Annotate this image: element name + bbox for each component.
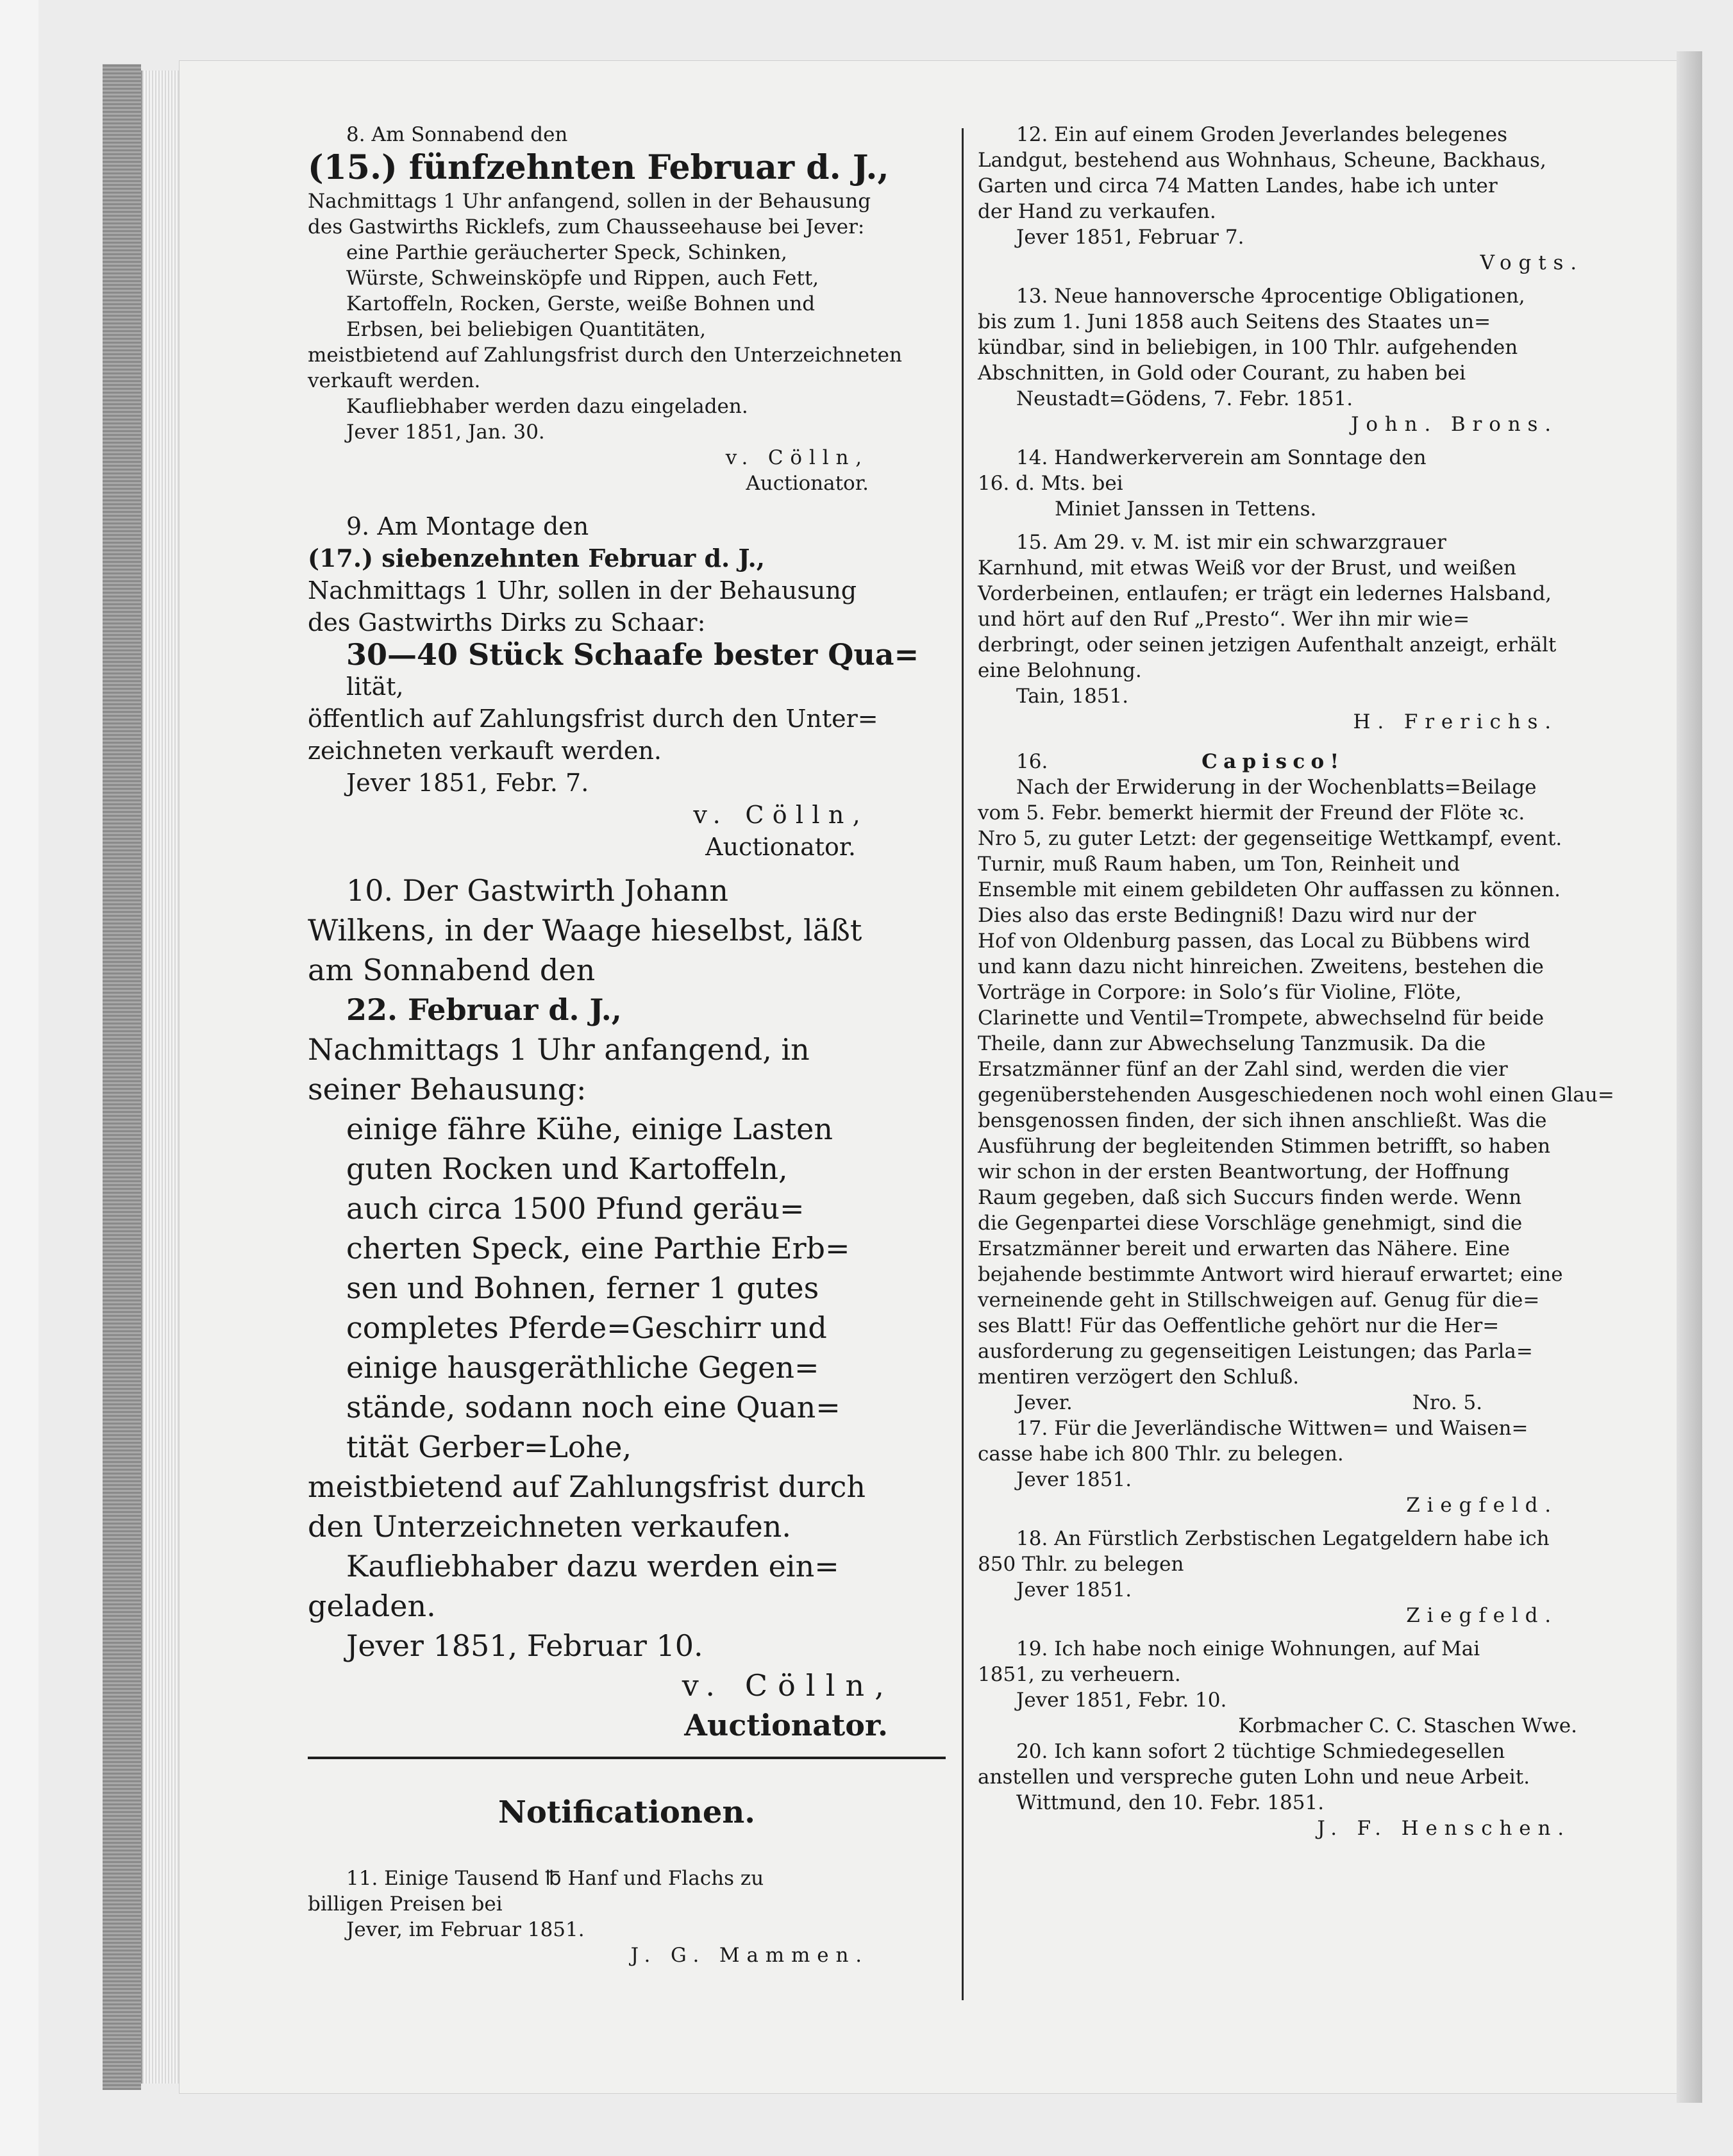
notice-line: bis zum 1. Juni 1858 auch Seitens des Staates un= bbox=[978, 310, 1491, 333]
notice-line: ses Blatt! Für das Oeffentliche gehört nur die Her= bbox=[978, 1314, 1500, 1337]
notice-line: 14. Handwerkerverein am Sonntage den bbox=[1016, 446, 1427, 469]
notice-line: 16. d. Mts. bei bbox=[978, 472, 1123, 495]
signature: John. Brons. bbox=[1351, 413, 1558, 436]
notice-line: einige hausgeräthliche Gegen= bbox=[346, 1350, 819, 1385]
notice-14 bbox=[978, 445, 1596, 522]
notice-line: guten Rocken und Kartoffeln, bbox=[346, 1151, 788, 1186]
notice-line: bensgenossen finden, der sich ihnen anschließt. Was die bbox=[978, 1109, 1547, 1132]
notice-line: 17. Für die Jeverländische Wittwen= und Waisen= bbox=[1016, 1417, 1528, 1440]
notice-line: casse habe ich 800 Thlr. zu belegen. bbox=[978, 1442, 1344, 1466]
notice-line: Nachmittags 1 Uhr, sollen in der Behausung bbox=[308, 576, 857, 605]
notice-line: Garten und circa 74 Matten Landes, habe ich unter bbox=[978, 174, 1498, 197]
notice-date-heading: 22. Februar d. J., bbox=[346, 992, 622, 1027]
notice-signoff bbox=[978, 1390, 1596, 1416]
book-spine bbox=[103, 64, 141, 2090]
right-column bbox=[978, 122, 1614, 1841]
notice-line: bejahende bestimmte Antwort wird hierauf erwartet; eine bbox=[978, 1263, 1563, 1286]
notice-line: Nro 5, zu guter Letzt: der gegenseitige Wettkampf, event. bbox=[978, 827, 1562, 850]
notice-line: Landgut, bestehend aus Wohnhaus, Scheune, Backhaus, bbox=[978, 149, 1546, 172]
notice-line: Ersatzmänner bereit und erwarten das Nähere. Eine bbox=[978, 1237, 1511, 1260]
notice-line: sen und Bohnen, ferner 1 gutes bbox=[346, 1271, 819, 1305]
notice-line: Nach der Erwiderung in der Wochenblatts=Beilage bbox=[1016, 776, 1537, 799]
notice-line: Dies also das erste Bedingniß! Dazu wird nur der bbox=[978, 904, 1477, 927]
notice-line: Würste, Schweinsköpfe und Rippen, auch Fett, bbox=[346, 267, 819, 290]
signature-title: Auctionator. bbox=[684, 1708, 888, 1742]
signature: v. Cölln, bbox=[693, 801, 869, 829]
notice-line: Ersatzmänner fünf an der Zahl sind, werden die vier bbox=[978, 1058, 1508, 1081]
notice-line: Vorträge in Corpore: in Solo’s für Violine, Flöte, bbox=[978, 981, 1462, 1004]
notice-date-heading: (15.) fünfzehnten Februar d. J., bbox=[308, 148, 889, 187]
notice-line: Jever 1851. bbox=[1016, 1578, 1132, 1601]
notice-line: vom 5. Febr. bemerkt hiermit der Freund der Flöte ꝛc. bbox=[978, 801, 1525, 824]
notice-10 bbox=[308, 871, 946, 1745]
notice-16 bbox=[978, 749, 1614, 1416]
notice-line: Wilkens, in der Waage hieselbst, läßt bbox=[308, 913, 862, 948]
notice-line: Raum gegeben, daß sich Succurs finden werde. Wenn bbox=[978, 1186, 1522, 1209]
notice-line: die Gegenpartei diese Vorschläge genehmigt, sind die bbox=[978, 1212, 1523, 1235]
notice-line: öffentlich auf Zahlungsfrist durch den Unter= bbox=[308, 705, 878, 733]
notice-line: Erbsen, bei beliebigen Quantitäten, bbox=[346, 318, 707, 341]
notice-line: 12. Ein auf einem Groden Jeverlandes belegenes bbox=[1016, 123, 1507, 146]
notice-line: 18. An Fürstlich Zerbstischen Legatgeldern habe ich bbox=[1016, 1527, 1550, 1550]
signature: J. G. Mammen. bbox=[630, 1944, 869, 1967]
signature: Nro. 5. bbox=[1412, 1391, 1483, 1414]
notice-13 bbox=[978, 283, 1596, 437]
signature: J. F. Henschen. bbox=[1317, 1817, 1571, 1840]
notice-line: Jever, im Februar 1851. bbox=[346, 1918, 585, 1941]
notice-line: eine Parthie geräucherter Speck, Schinken, bbox=[346, 241, 787, 264]
left-column bbox=[308, 122, 946, 1968]
notice-line: 13. Neue hannoversche 4procentige Obligationen, bbox=[1016, 285, 1525, 308]
notice-line: 30—40 Stück Schaafe bester Qua= bbox=[346, 637, 919, 672]
notice-line: Ensemble mit einem gebildeten Ohr auffassen zu können. bbox=[978, 878, 1561, 901]
signature: Vogts. bbox=[1480, 251, 1584, 274]
notice-line: Vorderbeinen, entlaufen; er trägt ein ledernes Halsband, bbox=[978, 582, 1552, 605]
scan-background bbox=[0, 0, 38, 2156]
notice-line: zeichneten verkauft werden. bbox=[308, 737, 662, 765]
page-gutter-shadow bbox=[1677, 51, 1702, 2103]
notice-15 bbox=[978, 530, 1596, 735]
notice-line: des Gastwirths Dirks zu Schaar: bbox=[308, 608, 706, 637]
notice-line: Nachmittags 1 Uhr anfangend, in bbox=[308, 1032, 810, 1067]
notice-line: Abschnitten, in Gold oder Courant, zu haben bei bbox=[978, 362, 1466, 385]
notice-line: Hof von Oldenburg passen, das Local zu Bübbens wird bbox=[978, 930, 1530, 953]
notice-line: stände, sodann noch eine Quan= bbox=[346, 1390, 841, 1425]
signature: Ziegfeld. bbox=[1406, 1494, 1558, 1517]
notice-line: meistbietend auf Zahlungsfrist durch den Unterzeichneten bbox=[308, 344, 902, 367]
notice-line: Jever 1851, Februar 7. bbox=[1016, 226, 1244, 249]
notice-line: billigen Preisen bei bbox=[308, 1893, 503, 1916]
notice-line: 1851, zu verheuern. bbox=[978, 1663, 1181, 1686]
notice-line: und kann dazu nicht hinreichen. Zweitens, bestehen die bbox=[978, 955, 1544, 978]
notice-line: 15. Am 29. v. M. ist mir ein schwarzgrauer bbox=[1016, 531, 1446, 554]
notice-line: Jever 1851, Februar 10. bbox=[346, 1628, 703, 1663]
notice-12 bbox=[978, 122, 1596, 276]
notice-line: der Hand zu verkaufen. bbox=[978, 200, 1216, 223]
notice-line: auch circa 1500 Pfund geräu= bbox=[346, 1191, 805, 1226]
notice-line: einige fähre Kühe, einige Lasten bbox=[346, 1112, 833, 1146]
signature: Korbmacher C. C. Staschen Wwe. bbox=[1238, 1714, 1577, 1737]
section-heading-notifications: Notificationen. bbox=[498, 1794, 755, 1830]
notice-heading bbox=[978, 749, 1596, 774]
notice-line: Miniet Janssen in Tettens. bbox=[1055, 497, 1317, 521]
notice-line: Karnhund, mit etwas Weiß vor der Brust, und weißen bbox=[978, 556, 1517, 580]
notice-line: seiner Behausung: bbox=[308, 1072, 587, 1107]
notice-line: Jever 1851, Jan. 30. bbox=[346, 421, 545, 444]
notice-line: 9. Am Montage den bbox=[346, 512, 589, 540]
notice-line: Ausführung der begleitenden Stimmen betrifft, so haben bbox=[978, 1135, 1551, 1158]
notice-line: kündbar, sind in beliebigen, in 100 Thlr. aufgehenden bbox=[978, 336, 1518, 359]
notice-line: Kartoffeln, Rocken, Gerste, weiße Bohnen und bbox=[346, 292, 816, 315]
notice-line: verkauft werden. bbox=[308, 369, 481, 392]
notice-line: cherten Speck, eine Parthie Erb= bbox=[346, 1231, 850, 1266]
notice-number: 16. bbox=[1016, 750, 1048, 773]
notice-line: 20. Ich kann sofort 2 tüchtige Schmiedegesellen bbox=[1016, 1740, 1505, 1763]
notice-line: Theile, dann zur Abwechselung Tanzmusik. Da die bbox=[978, 1032, 1486, 1055]
notice-line: Nachmittags 1 Uhr anfangend, sollen in der Behausung bbox=[308, 190, 871, 213]
notice-line: den Unterzeichneten verkaufen. bbox=[308, 1509, 791, 1544]
notice-line: Kaufliebhaber dazu werden ein= bbox=[346, 1549, 839, 1584]
signature: Ziegfeld. bbox=[1406, 1604, 1558, 1627]
notice-line: 8. Am Sonnabend den bbox=[346, 123, 568, 146]
notice-line: wir schon in der ersten Beantwortung, der Hoffnung bbox=[978, 1160, 1510, 1183]
notice-line: Turnir, muß Raum haben, um Ton, Reinheit und bbox=[978, 853, 1461, 876]
notice-20 bbox=[978, 1739, 1596, 1841]
notice-11 bbox=[308, 1866, 946, 1968]
notice-line: 19. Ich habe noch einige Wohnungen, auf Mai bbox=[1016, 1637, 1480, 1660]
notice-line: des Gastwirths Ricklefs, zum Chausseehause bei Jever: bbox=[308, 215, 865, 238]
notice-line: completes Pferde=Geschirr und bbox=[346, 1310, 827, 1345]
page-stack-edge bbox=[141, 71, 181, 2084]
signature: v. Cölln, bbox=[682, 1668, 894, 1703]
notice-9 bbox=[308, 510, 946, 863]
signature-title: Auctionator. bbox=[705, 833, 856, 861]
notice-line: Wittmund, den 10. Febr. 1851. bbox=[1016, 1791, 1325, 1814]
notice-title: Capisco! bbox=[1201, 750, 1345, 773]
notice-18 bbox=[978, 1526, 1596, 1628]
notice-line: Jever 1851, Febr. 10. bbox=[1016, 1689, 1227, 1712]
notice-line: gegenüberstehenden Ausgeschiedenen noch wohl einen Glau= bbox=[978, 1083, 1614, 1107]
column-divider bbox=[962, 128, 964, 2000]
notice-line: und hört auf den Ruf „Presto“. Wer ihn mir wie= bbox=[978, 608, 1470, 631]
signature: v. Cölln, bbox=[725, 446, 869, 469]
notice-8 bbox=[308, 122, 946, 496]
notice-line: lität, bbox=[346, 673, 404, 701]
notice-place: Jever. bbox=[1016, 1391, 1073, 1414]
section-rule bbox=[308, 1757, 946, 1759]
notice-line: Tain, 1851. bbox=[1016, 685, 1129, 708]
notice-line: 10. Der Gastwirth Johann bbox=[346, 873, 729, 908]
notice-line: anstellen und verspreche guten Lohn und neue Arbeit. bbox=[978, 1766, 1530, 1789]
notice-date-heading: (17.) siebenzehnten Februar d. J., bbox=[308, 544, 765, 572]
notice-line: Neustadt=Gödens, 7. Febr. 1851. bbox=[1016, 387, 1353, 410]
notice-line: Jever 1851. bbox=[1016, 1468, 1132, 1491]
notice-line: Clarinette und Ventil=Trompete, abwechselnd für beide bbox=[978, 1007, 1545, 1030]
notice-line: 850 Thlr. zu belegen bbox=[978, 1553, 1184, 1576]
notice-line: meistbietend auf Zahlungsfrist durch bbox=[308, 1469, 866, 1504]
notice-17 bbox=[978, 1416, 1596, 1518]
notice-line: verneinende geht in Stillschweigen auf. Genug für die= bbox=[978, 1289, 1540, 1312]
notice-line: am Sonnabend den bbox=[308, 953, 596, 987]
notice-line: Kaufliebhaber werden dazu eingeladen. bbox=[346, 395, 748, 418]
notice-line: eine Belohnung. bbox=[978, 659, 1142, 682]
notice-line: derbringt, oder seinen jetzigen Aufenthalt anzeigt, erhält bbox=[978, 633, 1557, 656]
notice-line: Jever 1851, Febr. 7. bbox=[346, 769, 589, 797]
signature: H. Frerichs. bbox=[1353, 710, 1558, 733]
notice-19 bbox=[978, 1636, 1596, 1739]
notice-line: ausforderung zu gegenseitigen Leistungen; das Parla= bbox=[978, 1340, 1533, 1363]
notice-line: mentiren verzögert den Schluß. bbox=[978, 1366, 1300, 1389]
notice-line: geladen. bbox=[308, 1589, 436, 1623]
notice-line: 11. Einige Tausend ℔ Hanf und Flachs zu bbox=[346, 1867, 764, 1890]
signature-title: Auctionator. bbox=[746, 472, 869, 495]
notice-line: tität Gerber=Lohe, bbox=[346, 1430, 632, 1464]
